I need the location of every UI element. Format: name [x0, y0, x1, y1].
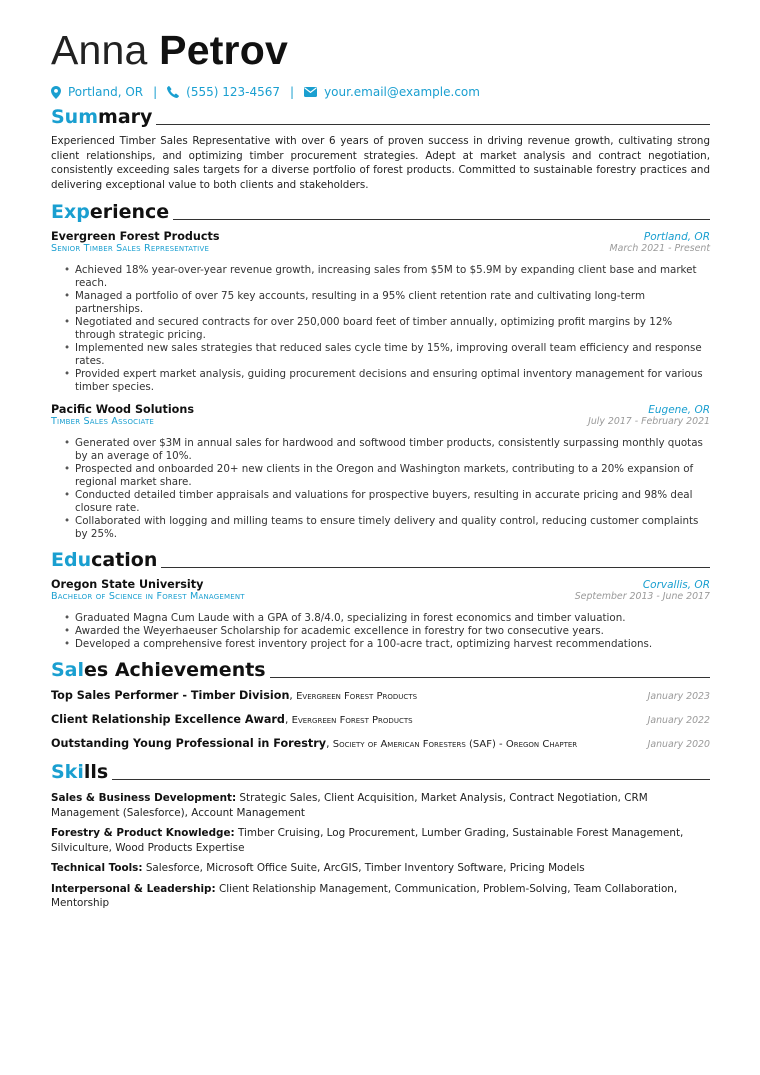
section-rule [173, 219, 710, 220]
award-title: Top Sales Performer - Timber Division [51, 689, 290, 702]
email-text: your.email@example.com [324, 85, 480, 99]
award-org: Society of American Foresters (SAF) - Oregon Chapter [332, 739, 578, 750]
skill-category: Technical Tools: [51, 862, 143, 874]
award-title: Client Relationship Excellence Award [51, 713, 285, 726]
award-date: January 2023 [647, 691, 710, 702]
entry-location: Corvallis, OR [642, 579, 710, 591]
list-item: • Achieved 18% year-over-year revenue growth, increasing sales from $5M to $5.9M by expanding client base and market reach. [64, 264, 710, 290]
skill-category: Interpersonal & Leadership: [51, 882, 216, 895]
experience-entry [51, 403, 710, 541]
experience-heading: Experience [51, 201, 710, 223]
list-item: • Collaborated with logging and milling teams to ensure timely delivery and quality control, reducing customer complaints by 25%. [64, 515, 710, 541]
contact-separator: | [153, 85, 158, 99]
entry-dates: July 2017 - February 2021 [588, 416, 710, 427]
list-item: • Managed a portfolio of over 75 key accounts, resulting in a 95% client retention rate and cultivating long-term partnerships. [64, 290, 710, 316]
list-item: • Negotiated and secured contracts for over 250,000 board feet of timber annually, optimizing profit margins by 12% through strategic pricing. [64, 316, 710, 342]
bullet-list [51, 612, 710, 651]
section-rule [156, 124, 710, 125]
skill-group [51, 861, 710, 876]
skill-list: Timber Cruising, Log Procurement, Lumber Grading, Sustainable Forest Management, Silviculture, Wood Products Expertise [51, 827, 684, 854]
list-item: • Generated over $3M in annual sales for hardwood and softwood timber products, consistently surpassing monthly quotas by an average of 10%. [64, 437, 710, 463]
last-name: Petrov [159, 27, 288, 73]
summary-text: Experienced Timber Sales Representative with over 6 years of proven success in driving revenue growth, cultivating strong client relationships, and optimizing timber procurement strategies. Adept at market analysis and contract negotiation, consistently exceeding sales targets for a diverse portfolio of forest products. Committed to sustainable forestry practices and delivering exceptional value to both clients and stakeholders. [51, 135, 710, 191]
award-title: Outstanding Young Professional in Forestry [51, 737, 327, 750]
list-item: • Graduated Magna Cum Laude with a GPA of 3.8/4.0, specializing in forest economics and timber valuation. [64, 612, 710, 625]
award-item: Client Relationship Excellence Award, Evergreen Forest Products January 2022 [51, 713, 710, 726]
contact-phone[interactable] [167, 85, 280, 99]
education-entry [51, 578, 710, 651]
envelope-icon [304, 87, 317, 97]
bullet-list [51, 437, 710, 541]
phone-text: (555) 123-4567 [186, 85, 281, 99]
section-rule [161, 567, 710, 568]
award-item: Top Sales Performer - Timber Division, Evergreen Forest Products January 2023 [51, 689, 710, 702]
entry-dates: September 2013 - June 2017 [574, 591, 710, 602]
school-name: Oregon State University [51, 578, 204, 591]
list-item: • Conducted detailed timber appraisals and valuations for prospective buyers, resulting in accurate pricing and 98% deal closure rate. [64, 489, 710, 515]
section-rule [270, 677, 710, 678]
skill-category: Forestry & Product Knowledge: [51, 827, 235, 839]
skill-list: Strategic Sales, Client Acquisition, Market Analysis, Contract Negotiation, CRM Management (Salesforce), Account Management [51, 792, 648, 819]
achievements-heading: Sales Achievements [51, 659, 710, 681]
skill-list: Salesforce, Microsoft Office Suite, ArcGIS, Timber Inventory Software, Pricing Models [145, 862, 585, 874]
candidate-name [51, 28, 710, 72]
list-item: • Prospected and onboarded 20+ new clients in the Oregon and Washington markets, contributing to a 20% expansion of regional market share. [64, 463, 710, 489]
skill-list: Client Relationship Management, Communication, Problem-Solving, Team Collaboration, Mentorship [51, 882, 678, 909]
location-text: Portland, OR [68, 85, 144, 99]
education-heading: Education [51, 549, 710, 571]
degree: Bachelor of Science in Forest Management [51, 591, 245, 602]
bullet-list [51, 264, 710, 394]
list-item: • Awarded the Weyerhaeuser Scholarship for academic excellence in forestry for two consecutive years. [64, 625, 710, 638]
map-marker-icon [51, 86, 61, 99]
company-name: Evergreen Forest Products [51, 230, 220, 243]
entry-location: Eugene, OR [648, 404, 710, 416]
entry-dates: March 2021 - Present [609, 243, 710, 254]
award-org: Evergreen Forest Products [291, 715, 413, 726]
section-rule [112, 779, 710, 780]
award-item: Outstanding Young Professional in Forestry, Society of American Foresters (SAF) - Oregon Chapter January 2020 [51, 737, 710, 750]
summary-heading: Summary [51, 106, 710, 128]
job-title: Timber Sales Associate [51, 416, 155, 427]
award-date: January 2022 [647, 715, 710, 726]
skill-group [51, 826, 710, 855]
contact-line [51, 84, 710, 100]
job-title: Senior Timber Sales Representative [51, 243, 210, 254]
list-item: • Developed a comprehensive forest inventory project for a 100-acre tract, optimizing harvest recommendations. [64, 638, 710, 651]
award-date: January 2020 [647, 739, 710, 750]
skill-group [51, 791, 710, 820]
list-item: • Provided expert market analysis, guiding procurement decisions and ensuring optimal inventory management for various timber species. [64, 368, 710, 394]
first-name: Anna [51, 27, 148, 73]
contact-location [51, 85, 143, 99]
contact-separator: | [290, 85, 295, 99]
skills-heading: Skills [51, 761, 710, 783]
experience-entry [51, 230, 710, 394]
contact-email[interactable] [304, 85, 480, 99]
entry-location: Portland, OR [643, 231, 710, 243]
skill-group [51, 882, 710, 911]
list-item: • Implemented new sales strategies that reduced sales cycle time by 15%, improving overall team efficiency and response rates. [64, 342, 710, 368]
award-org: Evergreen Forest Products [296, 691, 418, 702]
company-name: Pacific Wood Solutions [51, 403, 194, 416]
phone-icon [167, 86, 179, 98]
skill-category: Sales & Business Development: [51, 792, 237, 804]
